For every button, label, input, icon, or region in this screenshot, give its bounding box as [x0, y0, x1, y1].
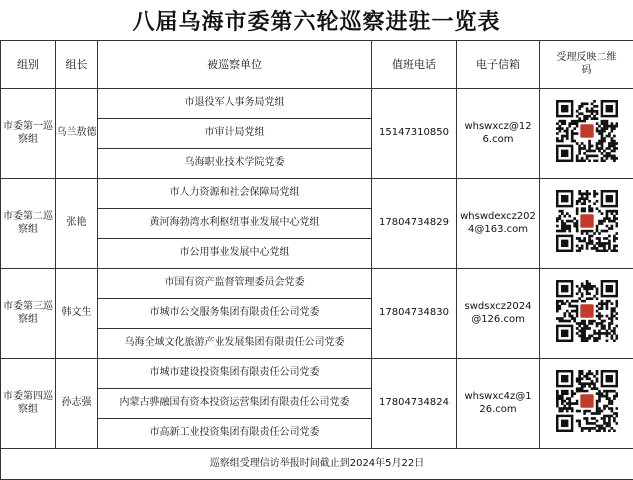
- email-cell[interactable]: [457, 359, 540, 449]
- qr-code-graphic: [556, 280, 618, 342]
- unit-cell: 内蒙古骅融国有资本投资运营集团有限责任公司党委: [98, 389, 372, 419]
- group-leader: 乌兰敖德: [56, 89, 98, 179]
- header-leader: 组长: [56, 41, 98, 89]
- email-link[interactable]: swdsxcz2024@126.com: [460, 301, 536, 326]
- unit-cell: 市公用事业发展中心党组: [98, 239, 372, 269]
- table-row: [1, 179, 633, 209]
- group-name: 市委第三巡察组: [1, 269, 56, 359]
- page-title: 八届乌海市委第六轮巡察进驻一览表: [0, 0, 633, 40]
- unit-cell: 市人力资源和社会保障局党组: [98, 179, 372, 209]
- footer-row: [1, 449, 633, 480]
- group-name: 市委第一巡察组: [1, 89, 56, 179]
- inspection-table: [0, 40, 633, 480]
- qr-code-graphic: [556, 370, 618, 432]
- phone-cell: 15147310850: [372, 89, 457, 179]
- qr-cell: [540, 359, 633, 449]
- phone-cell: 17804734830: [372, 269, 457, 359]
- qr-code-graphic: [556, 190, 618, 252]
- header-qr-label: 受理反映二维码: [557, 52, 617, 77]
- email-cell[interactable]: [457, 89, 540, 179]
- unit-cell: 黄河海勃湾水利枢纽事业发展中心党组: [98, 209, 372, 239]
- table-row: [1, 359, 633, 389]
- header-qr: [540, 41, 633, 89]
- qr-code-icon[interactable]: [556, 280, 618, 347]
- qr-code-icon[interactable]: [556, 190, 618, 257]
- table-row: [1, 269, 633, 299]
- qr-code-icon[interactable]: [556, 100, 618, 167]
- unit-cell: 乌海职业技术学院党委: [98, 149, 372, 179]
- group-leader: 韩文生: [56, 269, 98, 359]
- unit-cell: 市城市建设投资集团有限责任公司党委: [98, 359, 372, 389]
- group-leader: 张艳: [56, 179, 98, 269]
- unit-cell: 市审计局党组: [98, 119, 372, 149]
- header-email: 电子信箱: [457, 41, 540, 89]
- qr-cell: [540, 179, 633, 269]
- unit-cell: 市退役军人事务局党组: [98, 89, 372, 119]
- header-group: 组别: [1, 41, 56, 89]
- footer-note: 巡察组受理信访举报时间截止到2024年5月22日: [1, 449, 633, 480]
- group-name: 市委第二巡察组: [1, 179, 56, 269]
- email-link[interactable]: whswxc4z@126.com: [462, 391, 534, 416]
- unit-cell: 乌海全域文化旅游产业发展集团有限责任公司党委: [98, 329, 372, 359]
- unit-cell: 市高新工业投资集团有限责任公司党委: [98, 419, 372, 449]
- qr-code-icon[interactable]: [556, 370, 618, 437]
- unit-cell: 市城市公交服务集团有限责任公司党委: [98, 299, 372, 329]
- qr-cell: [540, 89, 633, 179]
- header-phone: 值班电话: [372, 41, 457, 89]
- email-link[interactable]: whswdexcz2024@163.com: [460, 211, 536, 236]
- phone-cell: 17804734824: [372, 359, 457, 449]
- unit-cell: 市国有资产监督管理委员会党委: [98, 269, 372, 299]
- qr-code-graphic: [556, 100, 618, 162]
- email-cell[interactable]: [457, 269, 540, 359]
- table-row: [1, 89, 633, 119]
- group-name: 市委第四巡察组: [1, 359, 56, 449]
- email-link[interactable]: whswxcz@126.com: [462, 121, 534, 146]
- group-leader: 孙志强: [56, 359, 98, 449]
- phone-cell: 17804734829: [372, 179, 457, 269]
- header-units: 被巡察单位: [98, 41, 372, 89]
- email-cell[interactable]: [457, 179, 540, 269]
- qr-cell: [540, 269, 633, 359]
- header-row: [1, 41, 633, 89]
